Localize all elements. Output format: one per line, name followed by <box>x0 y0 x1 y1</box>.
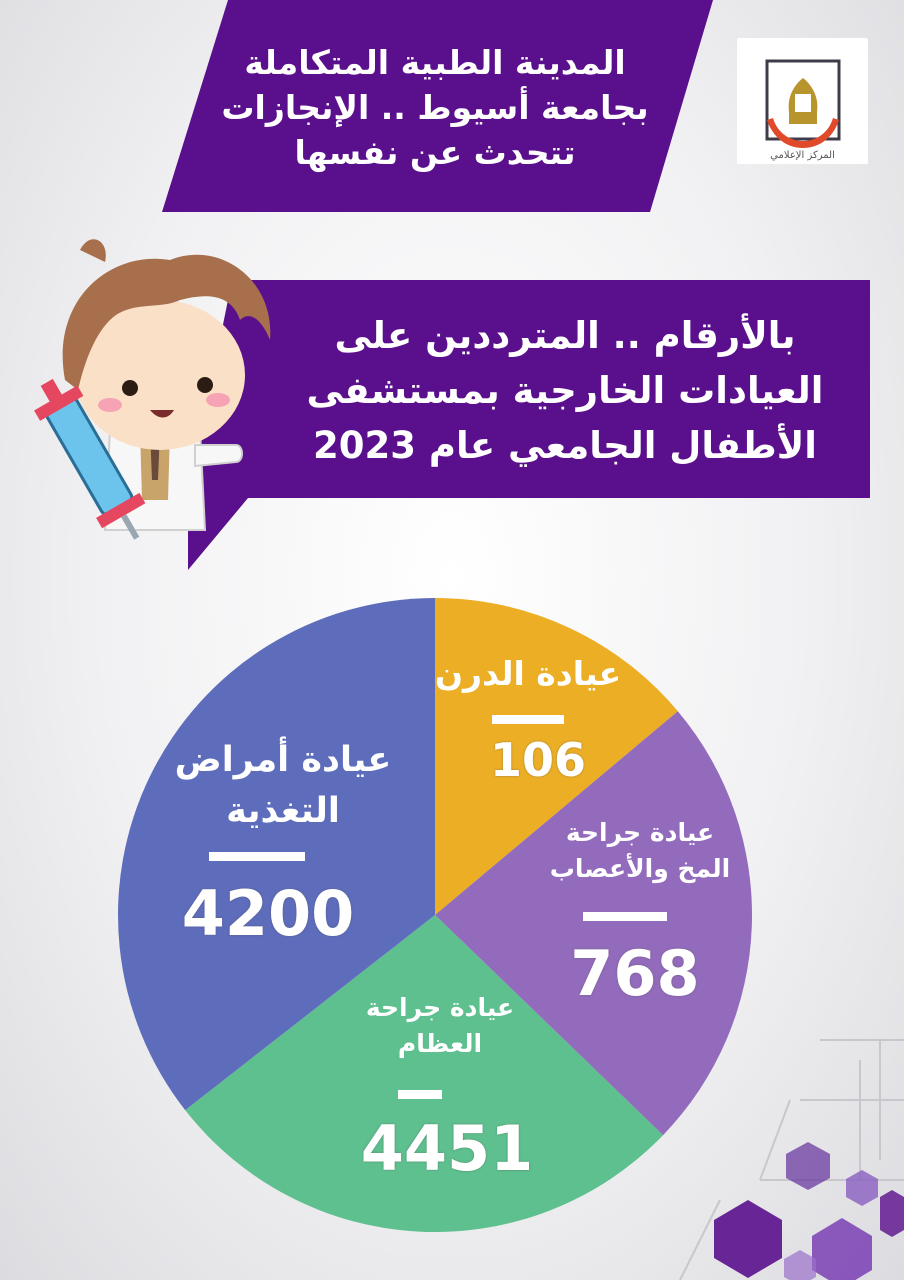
subtitle-line-2: العيادات الخارجية بمستشفى <box>306 369 824 412</box>
pie-value-1: 768 <box>570 937 700 1010</box>
pie-value-3: 4200 <box>181 877 355 950</box>
pie-value-0: 106 <box>489 733 587 787</box>
subtitle-line-3: الأطفال الجامعي عام 2023 <box>313 424 817 467</box>
main-title-line-3: تتحدث عن نفسها <box>294 133 576 172</box>
subtitle-line-1: بالأرقام .. المترددين على <box>334 314 796 357</box>
pie-label-2-line-0: عيادة جراحة <box>365 993 515 1022</box>
pie-label-3-line-1: التغذية <box>226 790 340 831</box>
main-title-line-1: المدينة الطبية المتكاملة <box>244 43 626 82</box>
pie-label-3-line-0: عيادة أمراض <box>174 740 392 780</box>
pie-label-1-line-0: عيادة جراحة <box>565 818 715 847</box>
main-title-line-2: بجامعة أسيوط .. الإنجازات <box>221 88 649 127</box>
pie-value-2: 4451 <box>360 1112 534 1185</box>
pie-label-0-line-0: عيادة الدرن <box>434 654 622 693</box>
logo-caption: المركز الإعلامي <box>770 150 835 161</box>
pie-label-1-line-1: المخ والأعصاب <box>549 854 731 884</box>
pie-label-2-line-1: العظام <box>397 1029 483 1059</box>
